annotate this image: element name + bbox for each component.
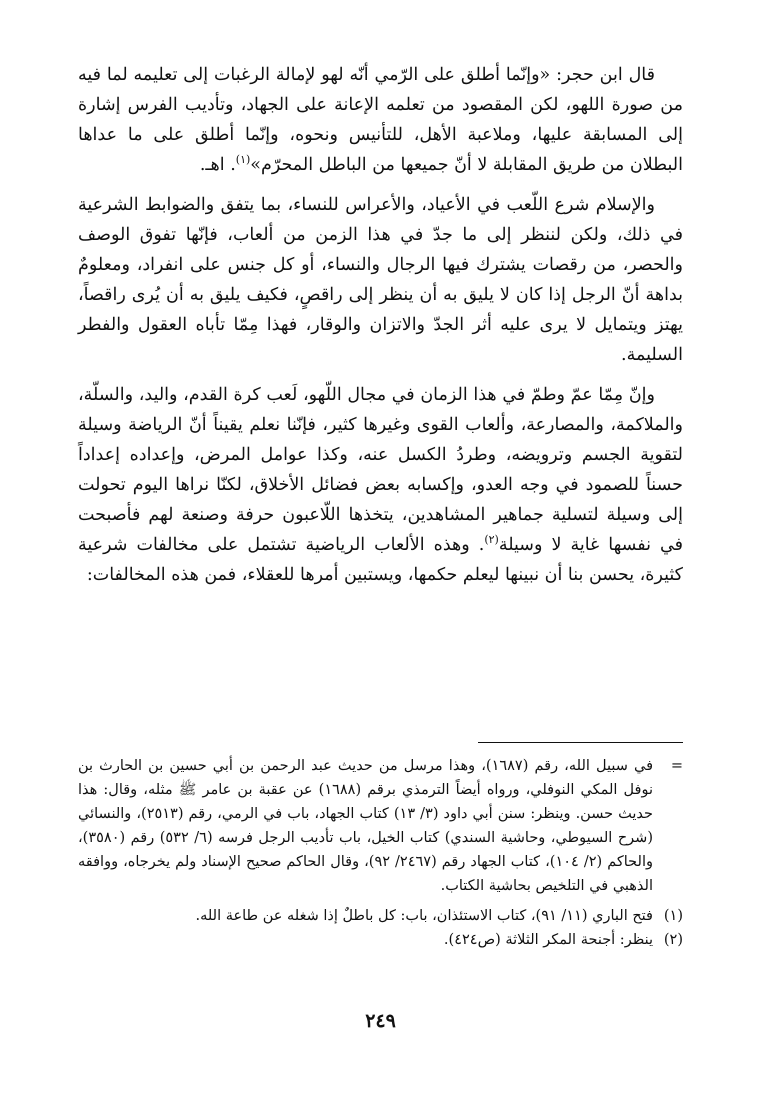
footnote-text: في سبيل الله، رقم (١٦٨٧)، وهذا مرسل من حديث عبد الرحمن بن أبي حسين بن الحارث بن نوفل المكي النوفلي، ورواه أيضاً الترمذي برقم (١٦٨٨) عن عقبة بن عامر ﷺ مثله، وقال: هذا حديث حسن. وينظر: سنن أبي داود (٣/ ١٣) كتاب الجهاد، باب في الرمي، رقم (٢٥١٣)، والنسائي (شرح السيوطي، وحاشية السندي) كتاب الخيل، باب تأديب الرجل فرسه (٦/ ٥٣٢) رقم (٣٥٨٠)، والحاكم (٢/ ١٠٤)، كتاب الجهاد رقم (٢٤٦٧/ ٩٢)، وقال الحاكم صحيح الإسناد ولم يخرجاه، ووافقه الذهبي في التلخيص بحاشية الكتاب. bbox=[78, 758, 654, 894]
footnote-continued bbox=[78, 754, 683, 898]
paragraph-play-in-islam bbox=[78, 190, 683, 370]
paragraph-text: قال ابن حجر: «وإنّما أطلق على الرّمي أنّه لهو لإمالة الرغبات إلى تعليمه لما فيه من صورة اللهو، لكن المقصود من تعلمه الإعانة على الجهاد، وتأديب الفرس إشارة إلى المسابقة عليها، وملاعبة الأهل، للتأنيس ونحوه، وإنّما أطلق على ما عداها البطلان من طريق المقابلة لا أنّ جميعها من الباطل المحرّم» bbox=[78, 65, 683, 175]
footnotes bbox=[78, 754, 683, 952]
paragraph-text: والإسلام شرع اللّعب في الأعياد، والأعراس للنساء، بما يتفق والضوابط الشرعية في ذلك، ولكن لننظر إلى ما جدّ في هذا الزمن من ألعاب، فإنّها تفوق الوصف والحصر، من رقصات يشترك فيها الرجال والنساء، أو كل جنس على انفراد، ومعلومٌ بداهة أنّ الرجل إذا كان لا يليق به أن ينظر إلى راقصٍ، فكيف يليق به أن يُرى راقصاً، يهتز ويتمايل لا يرى عليه أثر الجدّ والاتزان والوقار، فهذا مِمّا تأباه العقول والفطر السليمة. bbox=[78, 195, 683, 365]
footnote-marker: = bbox=[670, 758, 683, 774]
footnote-divider bbox=[478, 742, 683, 743]
footnote-text: فتح الباري (١١/ ٩١)، كتاب الاستئذان، باب: كل باطلٌ إذا شغله عن طاعة الله. bbox=[195, 908, 653, 924]
page-number: ٢٤٩ bbox=[365, 1010, 396, 1032]
footnote-reference-1: (١) bbox=[235, 153, 251, 167]
main-text bbox=[78, 60, 683, 600]
footnote-reference-2: (٢) bbox=[484, 533, 499, 547]
footnote-1 bbox=[78, 904, 683, 928]
paragraph-sports bbox=[78, 380, 683, 590]
paragraph-text: وإنّ مِمّا عمّ وطمّ في هذا الزمان في مجال اللّهو، لَعب كرة القدم، واليد، والسلّة، والملاكمة، والمصارعة، وألعاب القوى وغيرها كثير، فإنّنا نعلم يقيناً أنّ الرياضة وسيلة لتقوية الجسم وترويضه، وطردُ الكسل عنه، وكذا عوامل المرض، وإعداده إعداداً حسناً للصمود في وجه العدو، وإكسابه بعض فضائل الأخلاق، لكنّا نراها اليوم تحولت إلى وسيلة لتسلية جماهير المشاهدين، يتخذها اللّاعبون حرفة وصنعة لهم فأصبحت في نفسها غاية لا وسيلة bbox=[78, 385, 683, 555]
paragraph-tail: . وهذه الألعاب الرياضية تشتمل على مخالفات شرعية كثيرة، يحسن بنا أن نبينها ليعلم حكمها، ويستبين أمرها للعقلاء، فمن هذه المخالفات: bbox=[78, 535, 683, 585]
footnote-text: ينظر: أجنحة المكر الثلاثة (ص٤٢٤). bbox=[443, 932, 653, 948]
footnote-marker: (١) bbox=[663, 908, 683, 924]
footnote-2 bbox=[78, 928, 683, 952]
paragraph-ibn-hajar-quote bbox=[78, 60, 683, 180]
footnote-marker: (٢) bbox=[663, 932, 683, 948]
paragraph-tail: . اهـ. bbox=[199, 155, 236, 175]
